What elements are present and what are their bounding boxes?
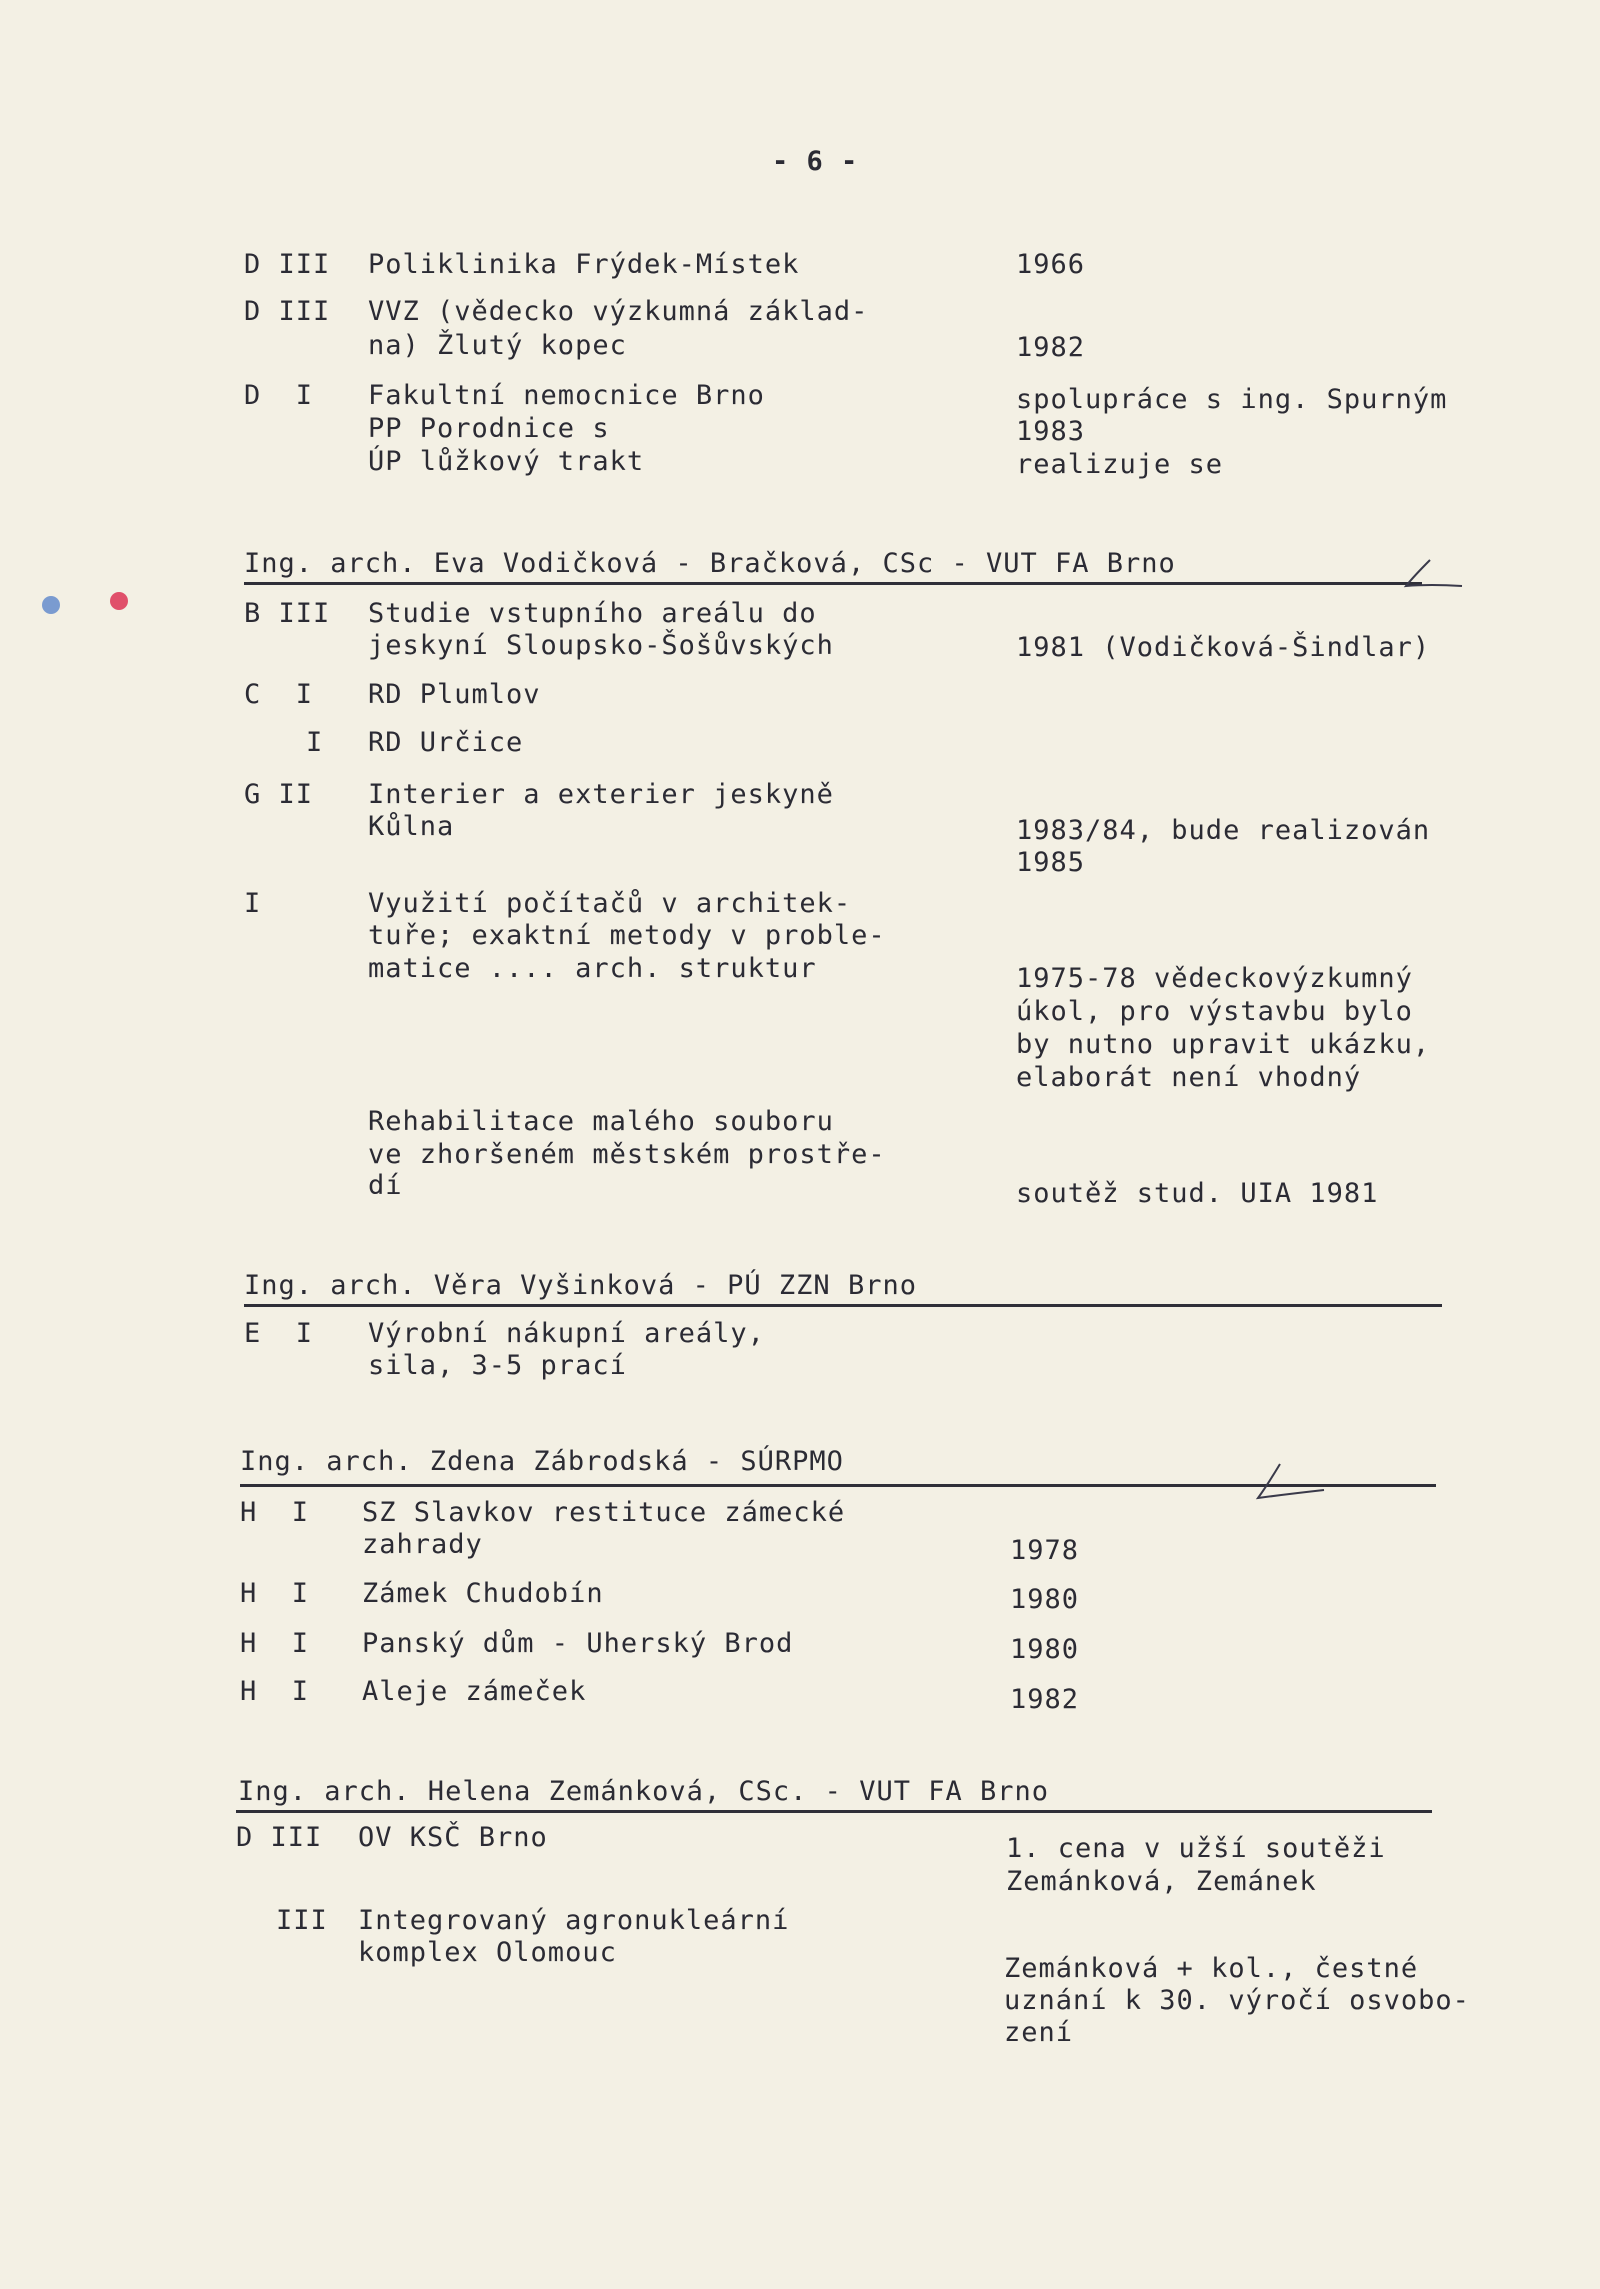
entry-text-line: RD Určice bbox=[368, 727, 524, 758]
entry-info-line: 1980 bbox=[1010, 1584, 1080, 1615]
entry-text-line: Kůlna bbox=[368, 811, 455, 842]
entry-text-line: Aleje zámeček bbox=[362, 1676, 587, 1707]
pen-check-mark bbox=[1252, 1460, 1332, 1510]
entry-info-line: Zemánková + kol., čestné bbox=[1004, 1953, 1419, 1984]
entry-text-line: Zámek Chudobín bbox=[362, 1578, 604, 1609]
entry-code: I bbox=[306, 727, 324, 758]
entry-info-line: uznání k 30. výročí osvobo- bbox=[1004, 1985, 1470, 2016]
entry-code: H I bbox=[240, 1578, 310, 1609]
entry-code: G II bbox=[244, 779, 314, 810]
entry-text-line: Interier a exterier jeskyně bbox=[368, 779, 834, 810]
section-heading: Ing. arch. Zdena Zábrodská - SÚRPMO bbox=[240, 1446, 844, 1477]
entry-code: D III bbox=[244, 296, 331, 327]
heading-underline bbox=[244, 1304, 1442, 1307]
entry-code: D III bbox=[244, 249, 331, 280]
entry-text-line: Využití počítačů v architek- bbox=[368, 888, 852, 919]
entry-text-line: sila, 3-5 prací bbox=[368, 1350, 627, 1381]
entry-info-line: zení bbox=[1004, 2017, 1074, 2048]
entry-info-line: 1978 bbox=[1010, 1535, 1080, 1566]
entry-text-line: komplex Olomouc bbox=[358, 1937, 617, 1968]
entry-text-line: Rehabilitace malého souboru bbox=[368, 1106, 834, 1137]
entry-text-line: SZ Slavkov restituce zámecké bbox=[362, 1497, 846, 1528]
entry-info-line: elaborát není vhodný bbox=[1016, 1062, 1362, 1093]
section-heading: Ing. arch. Věra Vyšinková - PÚ ZZN Brno bbox=[244, 1270, 917, 1301]
entry-info-line: soutěž stud. UIA 1981 bbox=[1016, 1178, 1379, 1209]
entry-info-line: spolupráce s ing. Spurným bbox=[1016, 384, 1448, 415]
entry-text-line: Poliklinika Frýdek-Místek bbox=[368, 249, 800, 280]
entry-info-line: by nutno upravit ukázku, bbox=[1016, 1029, 1431, 1060]
entry-text-line: RD Plumlov bbox=[368, 679, 541, 710]
entry-code: C I bbox=[244, 679, 314, 710]
blue-dot-mark bbox=[42, 596, 60, 614]
entry-code: H I bbox=[240, 1497, 310, 1528]
entry-info-line: 1981 (Vodičková-Šindlar) bbox=[1016, 632, 1431, 663]
entry-text-line: ÚP lůžkový trakt bbox=[368, 446, 645, 477]
section-heading: Ing. arch. Eva Vodičková - Bračková, CSc - VUT FA Brno bbox=[244, 548, 1176, 579]
entry-text-line: Integrovaný agronukleární bbox=[358, 1905, 790, 1936]
entry-info-line: 1982 bbox=[1010, 1684, 1080, 1715]
entry-text-line: ve zhoršeném městském prostře- bbox=[368, 1139, 886, 1170]
pen-check-mark bbox=[1400, 556, 1470, 596]
entry-text-line: zahrady bbox=[362, 1529, 483, 1560]
entry-text-line: PP Porodnice s bbox=[368, 413, 610, 444]
entry-text-line: VVZ (vědecko výzkumná základ- bbox=[368, 296, 869, 327]
entry-code: B III bbox=[244, 598, 331, 629]
entry-text-line: na) Žlutý kopec bbox=[368, 330, 627, 361]
entry-text-line: Výrobní nákupní areály, bbox=[368, 1318, 765, 1349]
entry-text-line: matice .... arch. struktur bbox=[368, 953, 817, 984]
entry-text-line: tuře; exaktní metody v proble- bbox=[368, 920, 886, 951]
entry-code: D III bbox=[236, 1822, 323, 1853]
entry-code: D I bbox=[244, 380, 314, 411]
entry-text-line: Panský dům - Uherský Brod bbox=[362, 1628, 794, 1659]
entry-text-line: Fakultní nemocnice Brno bbox=[368, 380, 765, 411]
heading-underline bbox=[244, 582, 1422, 585]
entry-text-line: jeskyní Sloupsko-Šošůvských bbox=[368, 630, 834, 661]
entry-info-line: 1985 bbox=[1016, 847, 1086, 878]
entry-code: E I bbox=[244, 1318, 314, 1349]
red-dot-mark bbox=[110, 592, 128, 610]
entry-text-line: OV KSČ Brno bbox=[358, 1822, 548, 1853]
entry-info-line: 1983 bbox=[1016, 416, 1086, 447]
entry-info-line: realizuje se bbox=[1016, 449, 1224, 480]
entry-info-line: Zemánková, Zemánek bbox=[1006, 1866, 1317, 1897]
page-number: - 6 - bbox=[772, 146, 859, 177]
entry-code: I bbox=[244, 888, 262, 919]
entry-code: III bbox=[276, 1905, 328, 1936]
entry-info-line: úkol, pro výstavbu bylo bbox=[1016, 996, 1413, 1027]
entry-info-line: 1975-78 vědeckovýzkumný bbox=[1016, 963, 1413, 994]
entry-code: H I bbox=[240, 1628, 310, 1659]
heading-underline bbox=[236, 1810, 1432, 1813]
entry-text-line: Studie vstupního areálu do bbox=[368, 598, 817, 629]
section-heading: Ing. arch. Helena Zemánková, CSc. - VUT FA Brno bbox=[238, 1776, 1050, 1807]
entry-info-line: 1. cena v užší soutěži bbox=[1006, 1833, 1386, 1864]
entry-code: H I bbox=[240, 1676, 310, 1707]
entry-info-line: 1983/84, bude realizován bbox=[1016, 815, 1431, 846]
entry-info-line: 1982 bbox=[1016, 332, 1086, 363]
entry-text-line: dí bbox=[368, 1170, 403, 1201]
entry-info-line: 1966 bbox=[1016, 249, 1086, 280]
entry-info-line: 1980 bbox=[1010, 1634, 1080, 1665]
